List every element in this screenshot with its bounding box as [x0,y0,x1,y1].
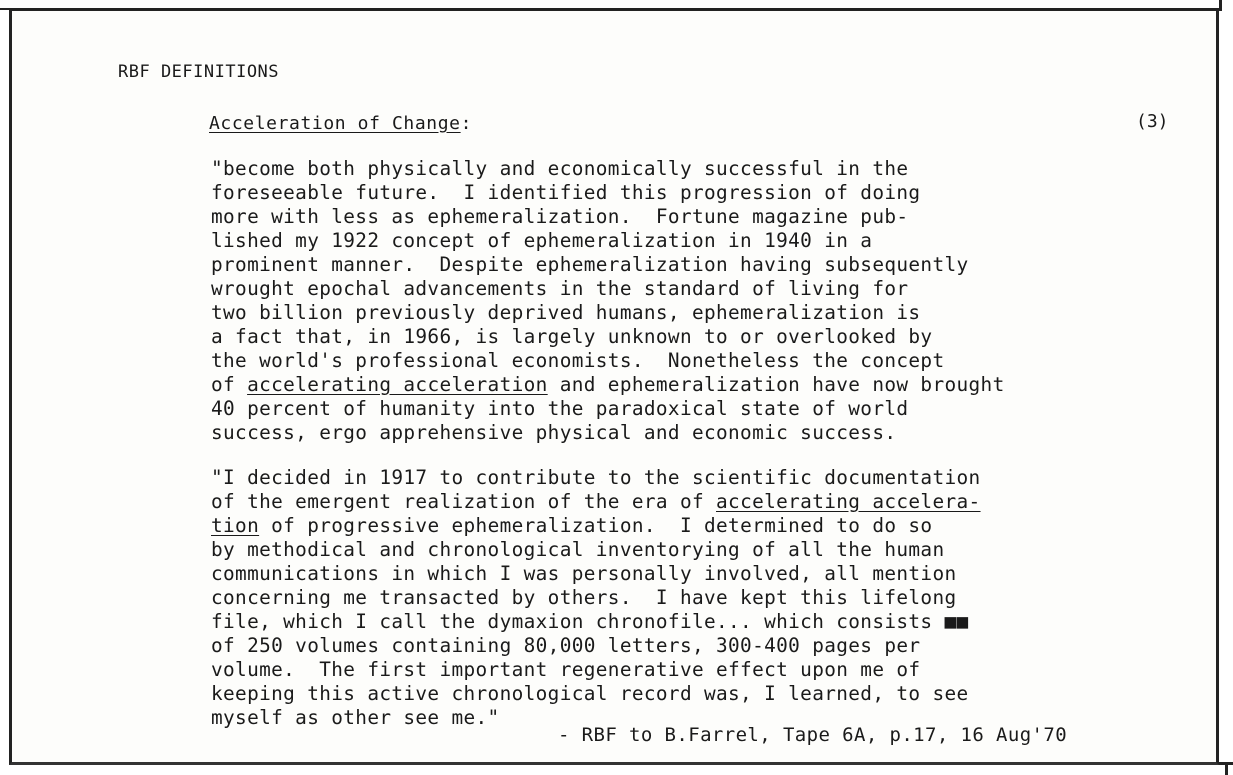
text-line: by methodical and chronological inventorying of all the human [211,538,945,561]
text-line [211,514,981,538]
underlined-term: accelerating acceleration [247,373,548,396]
text-line: a fact that, in 1966, is largely unknown to or overlooked by [211,325,933,348]
text-line: success, ergo apprehensive physical and economic success. [211,421,897,444]
text-span: and ephemeralization have now brought [547,373,1005,396]
text-line [211,373,1005,397]
text-line: volume. The first important regenerative effect upon me of [211,658,921,681]
text-span: of [211,373,248,396]
definition-title-text: Acceleration of Change [209,113,461,134]
quote-paragraph-2 [211,466,981,730]
text-line: lished my 1922 concept of ephemeralization in 1940 in a [211,229,873,252]
underlined-term: tion [211,514,260,537]
citation: - RBF to B.Farrel, Tape 6A, p.17, 16 Aug'70 [558,724,1068,746]
text-line: communications in which I was personally involved, all mention [211,562,957,585]
text-line: two billion previously deprived humans, ephemeralization is [211,301,921,324]
text-line: of 250 volumes containing 80,000 letters, 300-400 pages per [211,634,921,657]
title-colon: : [460,113,473,134]
text-line: more with less as ephemeralization. Fortune magazine pub- [211,205,909,228]
text-line: prominent manner. Despite ephemeralization having subsequently [211,253,969,276]
document-header: RBF DEFINITIONS [118,62,280,82]
border-tick [0,8,9,10]
text-line: file, which I call the dymaxion chronofile... which consists ■■ [211,610,969,633]
text-line: "become both physically and economically successful in the [211,157,909,180]
border-tick [1219,0,1222,11]
text-line: keeping this active chronological record was, I learned, to see [211,682,969,705]
text-line: 40 percent of humanity into the paradoxical state of world [211,397,909,420]
text-line: the world's professional economists. Nonetheless the concept [211,349,945,372]
text-line [211,490,981,514]
underlined-term: accelerating accelera- [716,490,981,513]
page-number: (3) [1136,111,1169,132]
text-line: "I decided in 1917 to contribute to the scientific documentation [211,466,981,489]
quote-paragraph-1 [211,157,1005,445]
text-span: of progressive ephemeralization. I determined to do so [259,514,933,537]
border-tick [1225,762,1228,775]
text-span: of the emergent realization of the era of [211,490,717,513]
text-line: foreseeable future. I identified this progression of doing [211,181,921,204]
definition-title [209,113,472,134]
text-line: wrought epochal advancements in the standard of living for [211,277,909,300]
text-line: myself as other see me." [211,706,500,729]
text-line: concerning me transacted by others. I have kept this lifelong [211,586,957,609]
